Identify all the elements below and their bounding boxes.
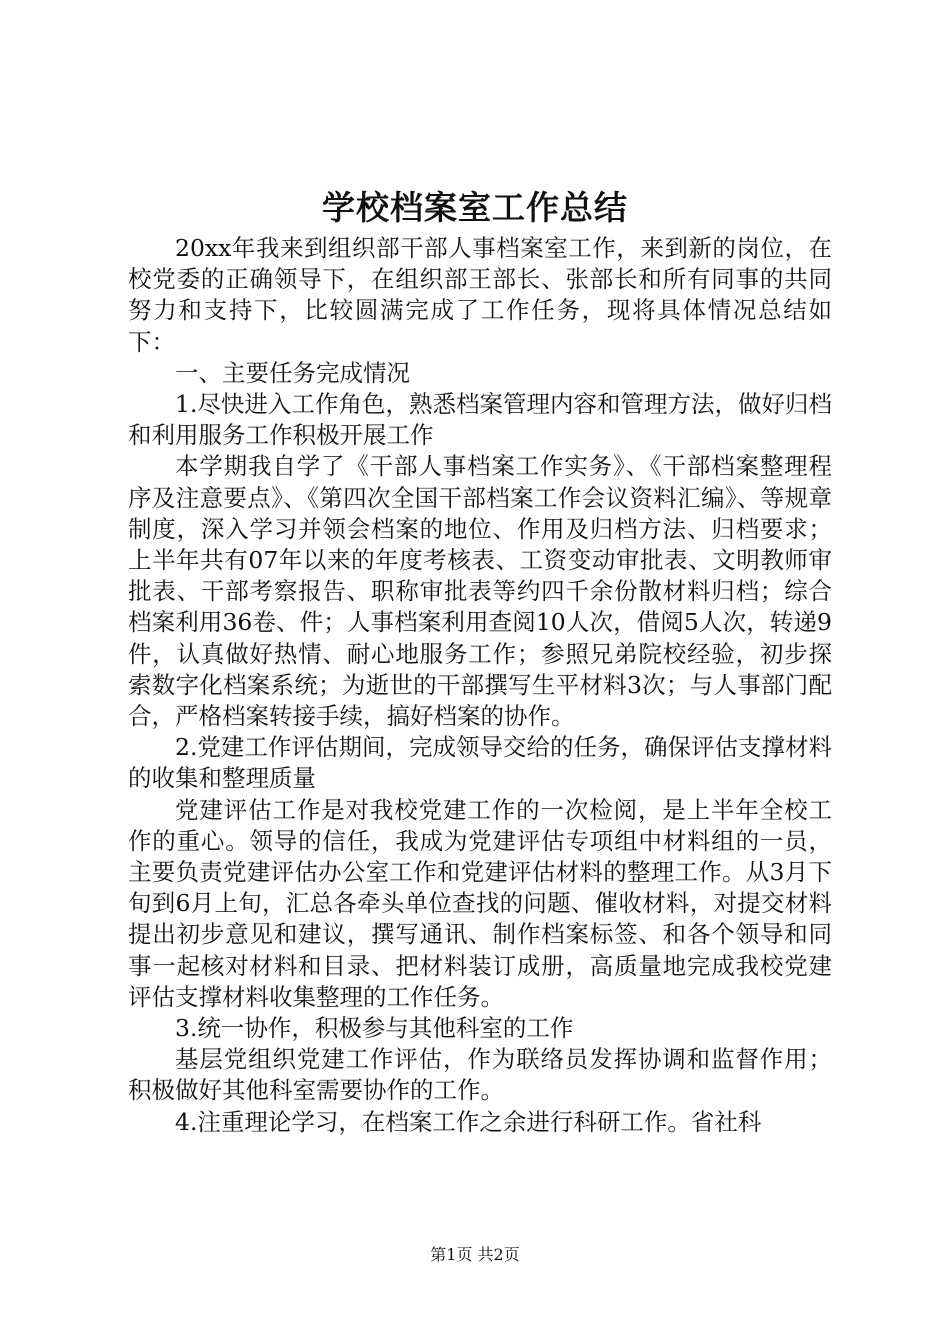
- document-body: [128, 233, 832, 1138]
- document-title: 学校档案室工作总结: [322, 188, 628, 227]
- item-heading-1: 1.尽快进入工作角色，熟悉档案管理内容和管理方法，做好归档和利用服务工作积极开展工作: [128, 390, 832, 450]
- paragraph-item-2: 党建评估工作是对我校党建工作的一次检阅，是上半年全校工作的重心。领导的信任，我成为党建评估专项组中材料组的一员，主要负责党建评估办公室工作和党建评估材料的整理工作。从3月下旬到6月上旬，汇总各牵头单位查找的问题、催收材料，对提交材料提出初步意见和建议，撰写通讯、制作档案标签、和各个领导和同事一起核对材料和目录、把材料装订成册，高质量地完成我校党建评估支撑材料收集整理的工作任务。: [128, 795, 832, 1011]
- page-footer: 第1页 共2页: [430, 1245, 520, 1264]
- item-heading-2: 2.党建工作评估期间，完成领导交给的任务，确保评估支撑材料的收集和整理质量: [128, 733, 832, 793]
- paragraph-item-3: 基层党组织党建工作评估，作为联络员发挥协调和监督作用；积极做好其他科室需要协作的工作。: [128, 1045, 832, 1105]
- item-heading-4: 4.注重理论学习，在档案工作之余进行科研工作。省社科: [175, 1107, 762, 1136]
- paragraph-item-1: 本学期我自学了《干部人事档案工作实务》、《干部档案整理程序及注意要点》、《第四次全国干部档案工作会议资料汇编》、等规章制度，深入学习并领会档案的地位、作用及归档方法、归档要求；上半年共有07年以来的年度考核表、工资变动审批表、文明教师审批表、干部考察报告、职称审批表等约四千余份散材料归档；综合档案利用36卷、件；人事档案利用查阅10人次，借阅5人次，转递9件，认真做好热情、耐心地服务工作；参照兄弟院校经验，初步探索数字化档案系统；为逝世的干部撰写生平材料3次；与人事部门配合，严格档案转接手续，搞好档案的协作。: [128, 452, 832, 731]
- paragraph-intro: 20xx年我来到组织部干部人事档案室工作，来到新的岗位，在校党委的正确领导下，在组织部王部长、张部长和所有同事的共同努力和支持下，比较圆满完成了工作任务，现将具体情况总结如下：: [128, 234, 832, 356]
- item-heading-3: 3.统一协作，积极参与其他科室的工作: [175, 1014, 574, 1043]
- section-heading-main-tasks: 一、主要任务完成情况: [175, 358, 410, 387]
